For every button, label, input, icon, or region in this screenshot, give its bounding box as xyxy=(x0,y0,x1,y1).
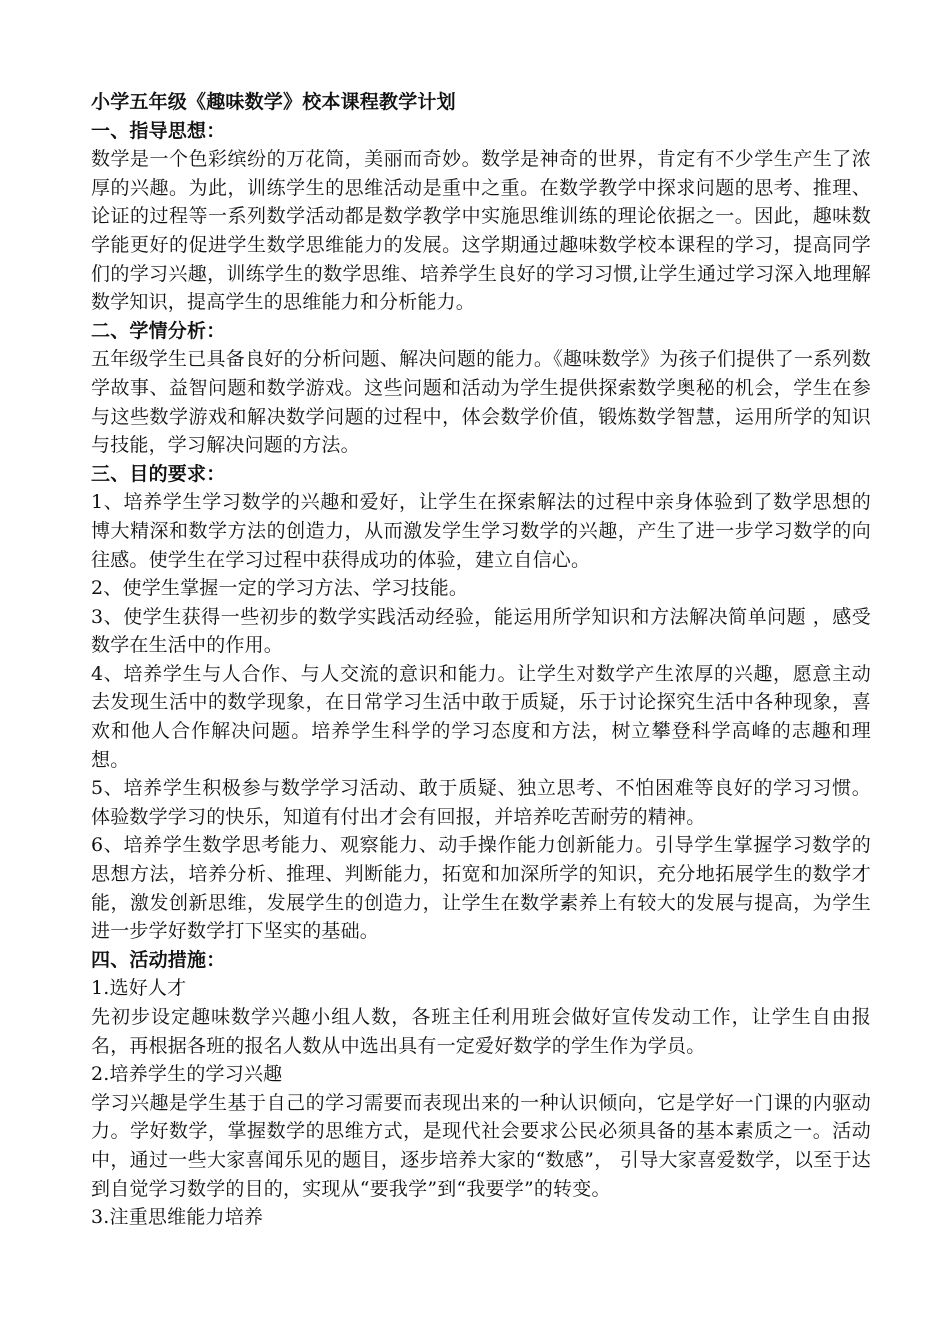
document-title: 小学五年级《趣味数学》校本课程教学计划 xyxy=(91,91,456,113)
measure-paragraph: 学习兴趣是学生基于自己的学习需要而表现出来的一种认识倾向，它是学好一门课的内驱动力。学好数学，掌握数学的思维方式，是现代社会要求公民必须具备的基本素质之一。活动中，通过一些大家喜闻乐见的题目，逐步培养大家的“数感”， 引导大家喜爱数学，以至于达到自觉学习数学的目的，实现从“要我学”到“我要学”的转变。 xyxy=(91,1091,871,1200)
section-heading-student-analysis: 二、学情分析： xyxy=(91,319,226,342)
measure-subheading: 1.选好人才 xyxy=(91,977,187,1000)
measure-subheading: 2.培养学生的学习兴趣 xyxy=(91,1063,283,1086)
section-paragraph: 数学是一个色彩缤纷的万花筒，美丽而奇妙。数学是神奇的世界，肯定有不少学生产生了浓厚的兴趣。为此，训练学生的思维活动是重中之重。在数学教学中探求问题的思考、推理、论证的过程等一系列数学活动都是数学教学中实施思维训练的理论依据之一。因此，趣味数学能更好的促进学生数学思维能力的发展。这学期通过趣味数学校本课程的学习，提高同学们的学习兴趣，训练学生的数学思维、培养学生良好的学习习惯,让学生通过学习深入地理解数学知识，提高学生的思维能力和分析能力。 xyxy=(91,148,871,314)
objective-item: 3、使学生获得一些初步的数学实践活动经验，能运用所学知识和方法解决简单问题 ，感受数学在生活中的作用。 xyxy=(91,605,871,657)
section-heading-guiding-ideology: 一、指导思想： xyxy=(91,119,226,142)
objective-item: 4、培养学生与人合作、与人交流的意识和能力。让学生对数学产生浓厚的兴趣，愿意主动去发现生活中的数学现象，在日常学习生活中敢于质疑，乐于讨论探究生活中各种现象，喜欢和他人合作解决问题。培养学生科学的学习态度和方法，树立攀登科学高峰的志趣和理想。 xyxy=(91,662,871,771)
measure-paragraph: 先初步设定趣味数学兴趣小组人数，各班主任利用班会做好宣传发动工作，让学生自由报名，再根据各班的报名人数从中选出具有一定爱好数学的学生作为学员。 xyxy=(91,1006,871,1057)
document-page xyxy=(91,88,871,1232)
objective-item: 6、培养学生数学思考能力、观察能力、动手操作能力创新能力。引导学生掌握学习数学的思想方法，培养分析、推理、判断能力，拓宽和加深所学的知识，充分地拓展学生的数学才能，激发创新思维，发展学生的创造力，让学生在数学素养上有较大的发展与提高，为学生进一步学好数学打下坚实的基础。 xyxy=(91,834,871,943)
section-paragraph: 五年级学生已具备良好的分析问题、解决问题的能力。《趣味数学》为孩子们提供了一系列数学故事、益智问题和数学游戏。这些问题和活动为学生提供探索数学奥秘的机会，学生在参与这些数学游戏和解决数学问题的过程中，体会数学价值，锻炼数学智慧，运用所学的知识与技能，学习解决问题的方法。 xyxy=(91,348,871,457)
objective-item: 2、使学生掌握一定的学习方法、学习技能。 xyxy=(91,577,469,600)
section-heading-measures: 四、活动措施： xyxy=(91,948,226,971)
measure-subheading: 3.注重思维能力培养 xyxy=(91,1206,264,1229)
objective-item: 5、培养学生积极参与数学学习活动、敢于质疑、独立思考、不怕困难等良好的学习习惯。体验数学学习的快乐，知道有付出才会有回报，并培养吃苦耐劳的精神。 xyxy=(91,777,871,828)
section-heading-objectives: 三、目的要求： xyxy=(91,462,226,485)
objective-item: 1、培养学生学习数学的兴趣和爱好，让学生在探索解法的过程中亲身体验到了数学思想的博大精深和数学方法的创造力，从而激发学生学习数学的兴趣，产生了进一步学习数学的向往感。使学生在学习过程中获得成功的体验，建立自信心。 xyxy=(91,491,871,571)
